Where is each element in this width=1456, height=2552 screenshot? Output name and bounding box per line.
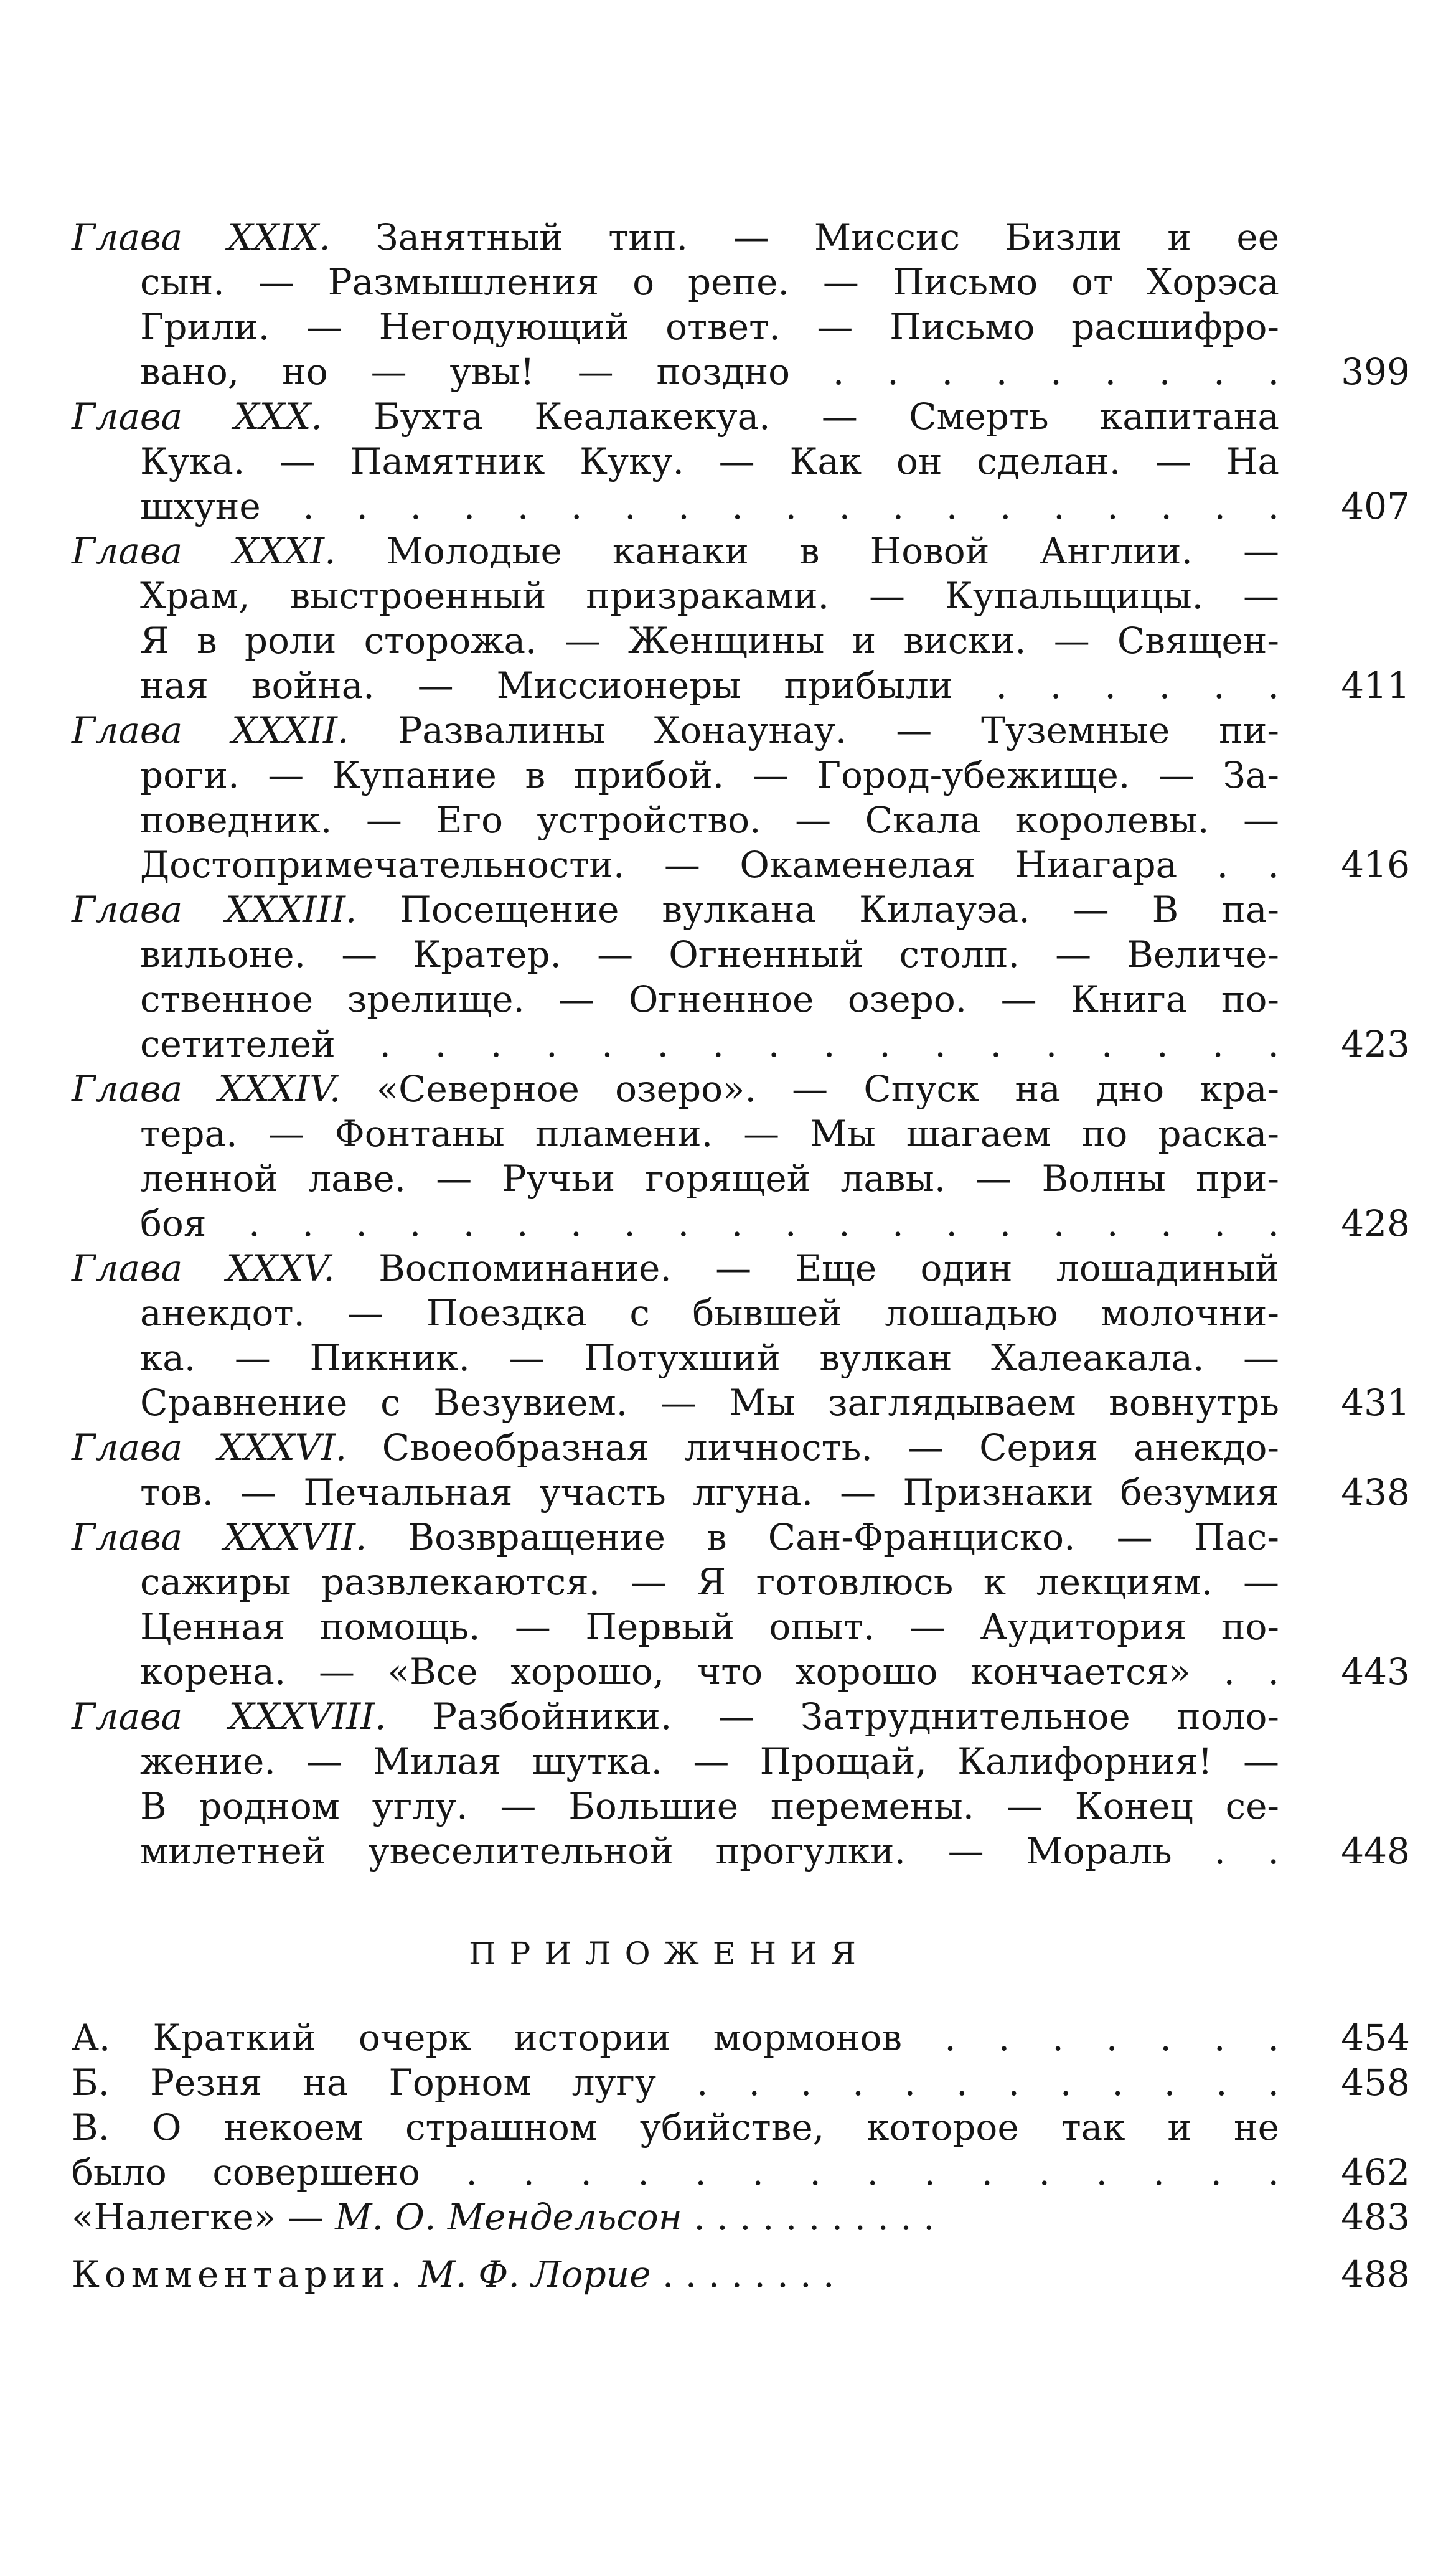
chapter-line: ленной лаве. — Ручьи горящей лавы. — Волны при- <box>140 1157 1279 1200</box>
chapter-list <box>72 215 1410 1873</box>
commentary-dots: . . . . . . . . <box>662 2253 835 2295</box>
chapter-entry[interactable] <box>72 215 1410 394</box>
chapter-line: корена. — «Все хорошо, что хорошо кончается» . . <box>140 1650 1279 1693</box>
chapter-label: Глава XXXIII. <box>72 888 357 931</box>
chapter-label: Глава XXIX. <box>72 216 331 258</box>
chapter-text <box>72 708 1279 887</box>
essay-title: «Налегке» — <box>72 2196 324 2238</box>
appendix-line: было совершено . . . . . . . . . . . . . . . <box>72 2151 1279 2193</box>
chapter-entry[interactable] <box>72 887 1410 1066</box>
appendix-line: А. Краткий очерк истории мормонов . . . . . . . <box>72 2017 1279 2059</box>
chapter-label: Глава XXXV. <box>72 1247 335 1289</box>
chapter-line: Сравнение с Везувием. — Мы заглядываем вовнутрь <box>140 1382 1279 1424</box>
page-number: 423 <box>1341 1023 1410 1065</box>
chapter-text <box>72 529 1279 708</box>
page-number: 462 <box>1341 2151 1410 2193</box>
chapter-line: поведник. — Его устройство. — Скала королевы. — <box>140 799 1279 841</box>
chapter-line: Разбойники. — Затруднительное поло- <box>432 1695 1279 1738</box>
commentary-page-number: 488 <box>1341 2253 1410 2295</box>
page-number: 438 <box>1341 1471 1410 1514</box>
chapter-line: ная война. — Миссионеры прибыли . . . . . . <box>140 664 1279 707</box>
chapter-line: сетителей . . . . . . . . . . . . . . . . . <box>140 1023 1279 1065</box>
chapter-text <box>72 1425 1279 1515</box>
chapter-entry[interactable] <box>72 1425 1410 1515</box>
chapter-text <box>72 1515 1279 1694</box>
page-number: 428 <box>1341 1202 1410 1245</box>
page-number: 411 <box>1341 664 1410 707</box>
appendix-entry[interactable] <box>72 2015 1410 2060</box>
chapter-line: вано, но — увы! — поздно . . . . . . . . . <box>140 351 1279 393</box>
commentary-author: М. Ф. Лорие <box>418 2253 651 2295</box>
page-number: 454 <box>1341 2017 1410 2059</box>
chapter-line: Бухта Кеалакекуа. — Смерть капитана <box>373 395 1279 438</box>
chapter-line: вильоне. — Кратер. — Огненный столп. — Величе- <box>140 933 1279 976</box>
chapter-line: роги. — Купание в прибой. — Город-убежище. — За- <box>140 754 1279 796</box>
chapter-text <box>72 887 1279 1066</box>
chapter-text <box>72 394 1279 529</box>
appendix-text <box>72 2060 1279 2105</box>
chapter-line: Грили. — Негодующий ответ. — Письмо расшифро- <box>140 306 1279 348</box>
appendix-text <box>72 2015 1279 2060</box>
appendix-entry[interactable] <box>72 2105 1410 2195</box>
chapter-line: Воспоминание. — Еще один лошадиный <box>378 1247 1280 1289</box>
chapter-line: Достопримечательности. — Окаменелая Ниагара . . <box>140 844 1279 886</box>
page-number: 448 <box>1341 1830 1410 1872</box>
chapter-label: Глава XXXVII. <box>72 1516 367 1558</box>
chapter-label: Глава XXXVIII. <box>72 1695 387 1738</box>
essay-dots: . . . . . . . . . . . <box>693 2196 935 2238</box>
commentary-entry[interactable] <box>72 2252 1410 2297</box>
chapter-line: анекдот. — Поездка с бывшей лошадью молочни- <box>140 1292 1279 1334</box>
page-number: 431 <box>1341 1382 1410 1424</box>
chapter-entry[interactable] <box>72 1066 1410 1246</box>
commentary-title: Комментарии. <box>72 2253 407 2295</box>
appendix-list <box>72 2015 1410 2195</box>
chapter-line: ка. — Пикник. — Потухший вулкан Халеакала. — <box>140 1337 1279 1379</box>
chapter-entry[interactable] <box>72 1694 1410 1873</box>
chapter-line: тов. — Печальная участь лгуна. — Признаки безумия <box>140 1471 1279 1514</box>
page-number: 407 <box>1341 485 1410 527</box>
chapter-entry[interactable] <box>72 1246 1410 1425</box>
appendix-line: В. О некоем страшном убийстве, которое так и не <box>72 2106 1279 2149</box>
page-number: 443 <box>1341 1650 1410 1693</box>
chapter-line: милетней увеселительной прогулки. — Мораль . . <box>140 1830 1279 1872</box>
appendix-text <box>72 2105 1279 2195</box>
page-number: 399 <box>1341 351 1410 393</box>
chapter-line: сын. — Размышления о репе. — Письмо от Хорэса <box>140 261 1279 303</box>
essay-entry[interactable] <box>72 2195 1410 2239</box>
chapter-line: Молодые канаки в Новой Англии. — <box>386 530 1280 572</box>
chapter-line: Кука. — Памятник Куку. — Как он сделан. — На <box>140 440 1279 483</box>
chapter-line: тера. — Фонтаны пламени. — Мы шагаем по раска- <box>140 1113 1279 1155</box>
chapter-line: жение. — Милая шутка. — Прощай, Калифорния! — <box>140 1740 1279 1782</box>
chapter-text <box>72 1694 1279 1873</box>
chapter-entry[interactable] <box>72 529 1410 708</box>
chapter-label: Глава XXXI. <box>72 530 336 572</box>
chapter-label: Глава XXXVI. <box>72 1426 347 1469</box>
chapter-line: Храм, выстроенный призраками. — Купальщицы. — <box>140 575 1279 617</box>
page-number: 416 <box>1341 844 1410 886</box>
chapter-line: боя . . . . . . . . . . . . . . . . . . . . <box>140 1202 1279 1245</box>
chapter-line: Возвращение в Сан-Франциско. — Пас- <box>408 1516 1279 1558</box>
chapter-line: Занятный тип. — Миссис Бизли и ее <box>375 216 1280 258</box>
chapter-line: ственное зрелище. — Огненное озеро. — Книга по- <box>140 978 1279 1020</box>
chapter-text <box>72 1066 1279 1246</box>
chapter-line: Я в роли сторожа. — Женщины и виски. — Священ- <box>140 619 1279 662</box>
chapter-label: Глава XXXIV. <box>72 1068 341 1110</box>
essay-author: М. О. Мендельсон <box>335 2196 682 2238</box>
chapter-line: Развалины Хонаунау. — Туземные пи- <box>398 709 1279 751</box>
table-of-contents <box>72 215 1410 2297</box>
chapter-line: Своеобразная личность. — Серия анекдо- <box>382 1426 1280 1469</box>
appendix-entry[interactable] <box>72 2060 1410 2105</box>
chapter-text <box>72 215 1279 394</box>
chapter-label: Глава XXXII. <box>72 709 349 751</box>
chapter-line: Ценная помощь. — Первый опыт. — Аудитория по- <box>140 1606 1279 1648</box>
chapter-entry[interactable] <box>72 708 1410 887</box>
chapter-text <box>72 1246 1279 1425</box>
page-number: 458 <box>1341 2061 1410 2104</box>
chapter-line: Посещение вулкана Килауэа. — В па- <box>400 888 1279 931</box>
appendix-line: Б. Резня на Горном лугу . . . . . . . . . . . . <box>72 2061 1279 2104</box>
chapter-line: шхуне . . . . . . . . . . . . . . . . . . . <box>140 485 1279 527</box>
chapter-entry[interactable] <box>72 394 1410 529</box>
chapter-line: сажиры развлекаются. — Я готовлюсь к лекциям. — <box>140 1561 1279 1603</box>
appendix-heading: ПРИЛОЖЕНИЯ <box>469 1936 870 1972</box>
chapter-label: Глава XXX. <box>72 395 322 438</box>
chapter-line: В родном углу. — Большие перемены. — Конец се- <box>140 1785 1279 1827</box>
chapter-entry[interactable] <box>72 1515 1410 1694</box>
chapter-line: «Северное озеро». — Спуск на дно кра- <box>376 1068 1280 1110</box>
essay-page-number: 483 <box>1341 2196 1410 2238</box>
